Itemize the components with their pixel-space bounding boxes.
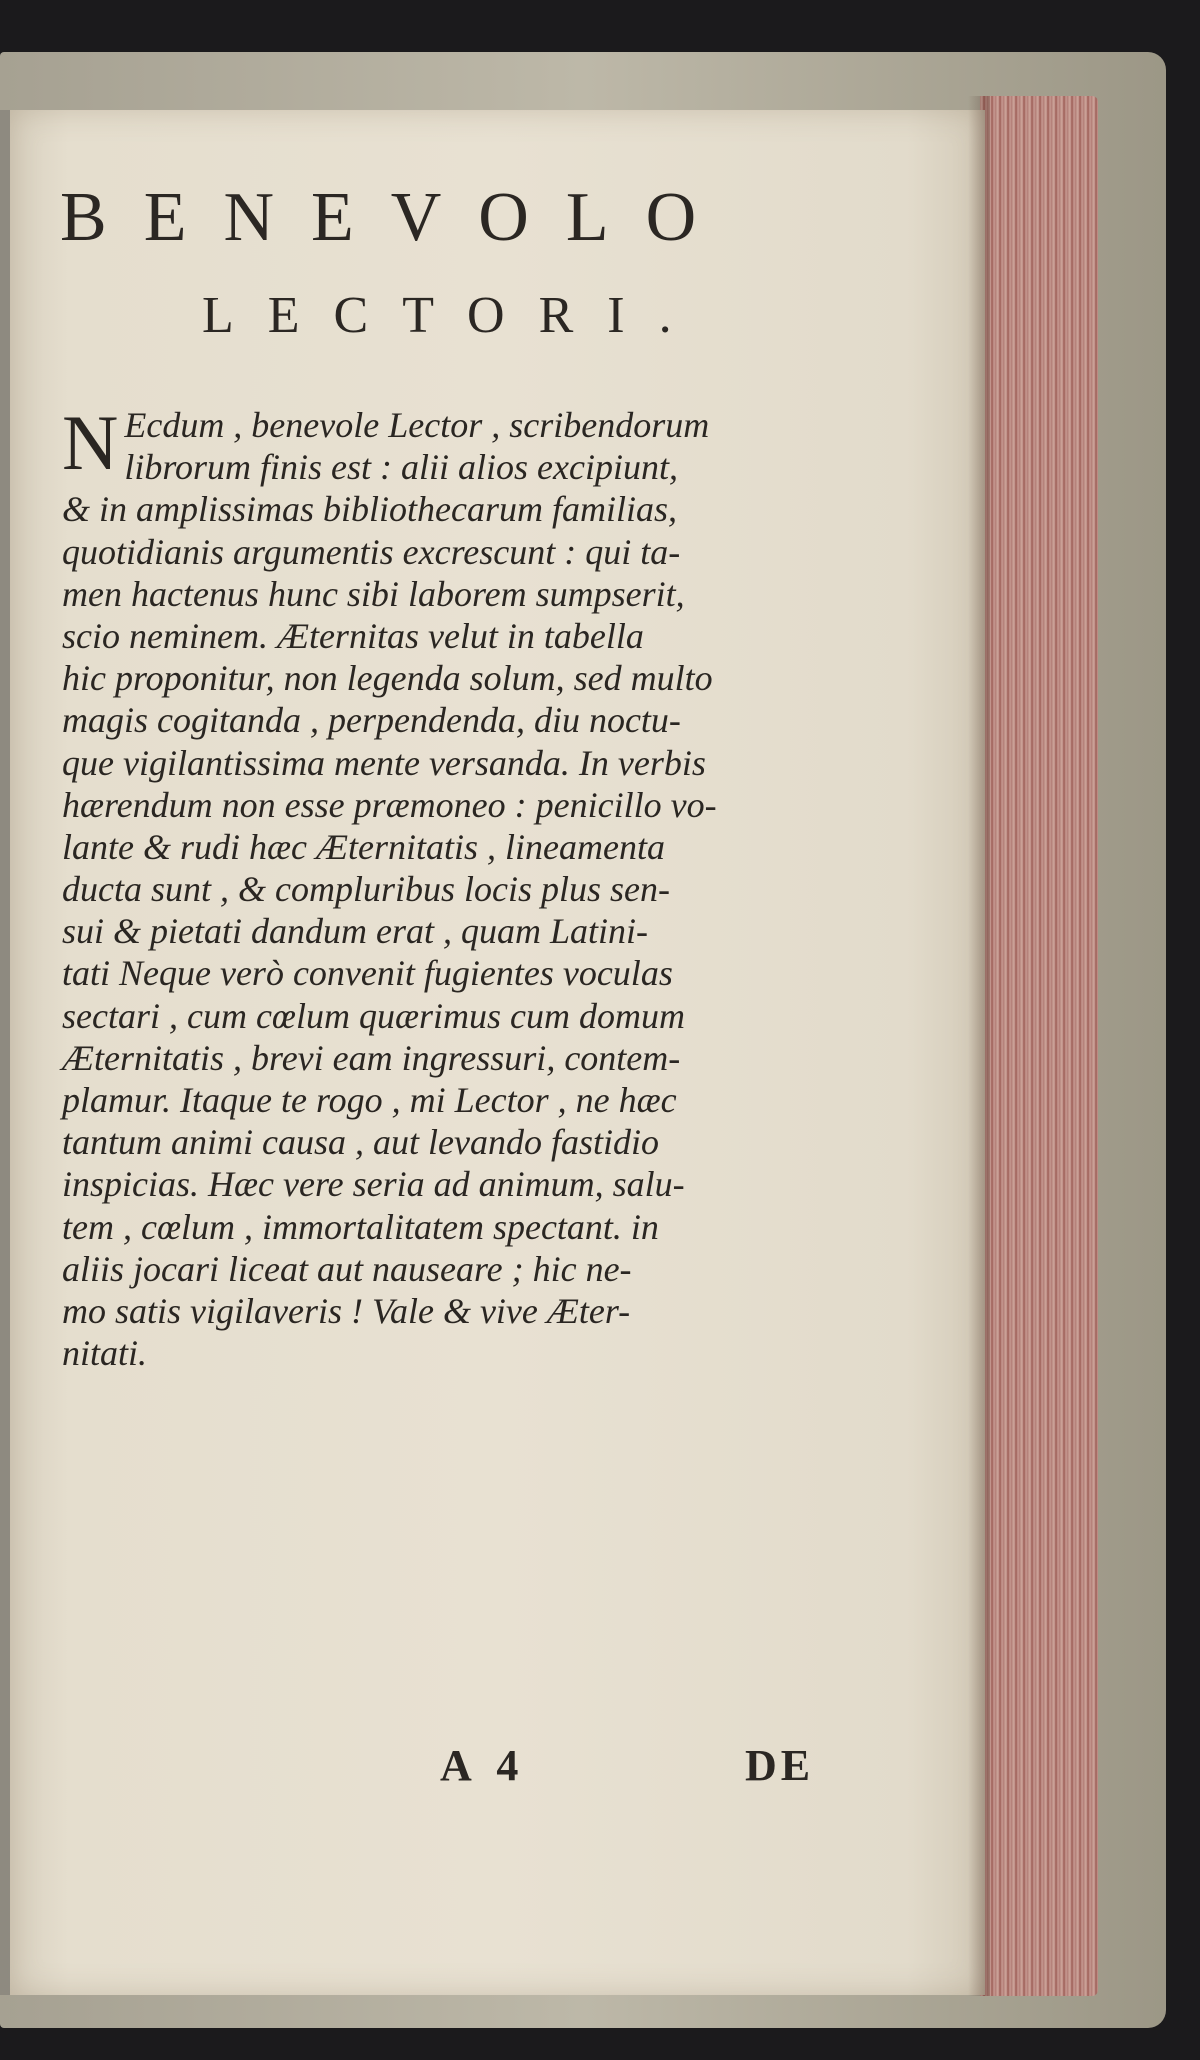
page-subheading: LECTORI.: [202, 287, 706, 344]
signature-mark: A 4: [440, 1741, 527, 1790]
text-line: Ecdum , benevole Lector , scribendorum: [124, 405, 710, 445]
text-line: nitati.: [62, 1333, 148, 1374]
page-heading: BENEVOLO: [60, 179, 734, 256]
text-line: hærendum non esse præmoneo : penicillo vo-: [62, 784, 717, 825]
page-edge-shadow: [968, 96, 990, 1996]
text-line: plamur. Itaque te rogo , mi Lector , ne hæc: [62, 1080, 677, 1120]
text-line: tem , cœlum , immortalitatem spectant. in: [62, 1206, 659, 1247]
text-line: inspicias. Hæc vere seria ad animum, salu-: [62, 1164, 685, 1205]
text-line: ducta sunt , & compluribus locis plus sen-: [62, 869, 670, 910]
text-line: lante & rudi hæc Æternitatis , lineamenta: [62, 826, 665, 867]
drop-cap: N: [62, 399, 119, 486]
text-line: tati Neque verò convenit fugientes voculas: [62, 953, 673, 994]
text-line: que vigilantissima mente versanda. In verbis: [62, 742, 706, 783]
text-line: magis cogitanda , perpendenda, diu noctu-: [62, 700, 681, 741]
text-line: hic proponitur, non legenda solum, sed multo: [62, 658, 713, 699]
text-line: quotidianis argumentis excrescunt : qui ta-: [62, 531, 681, 572]
text-line: sectari , cum cœlum quærimus cum domum: [62, 995, 685, 1036]
catchword: DE: [745, 1741, 815, 1790]
text-line: librorum finis est : alii alios excipiunt,: [124, 447, 678, 488]
text-line: Æternitatis , brevi eam ingressuri, contem-: [62, 1037, 681, 1078]
page-fore-edge: [980, 96, 1098, 1996]
text-line: men hactenus hunc sibi laborem sumpserit,: [62, 573, 685, 614]
text-line: sui & pietati dandum erat , quam Latini-: [62, 911, 649, 952]
text-line: aliis jocari liceat aut nauseare ; hic ne-: [62, 1248, 632, 1289]
text-line: & in amplissimas bibliothecarum familias,: [62, 489, 678, 530]
text-line: scio neminem. Æternitas velut in tabella: [62, 615, 644, 656]
preface-text: [62, 399, 852, 1374]
text-line: tantum animi causa , aut levando fastidio: [62, 1122, 659, 1163]
text-line: mo satis vigilaveris ! Vale & vive Æter-: [62, 1290, 631, 1331]
